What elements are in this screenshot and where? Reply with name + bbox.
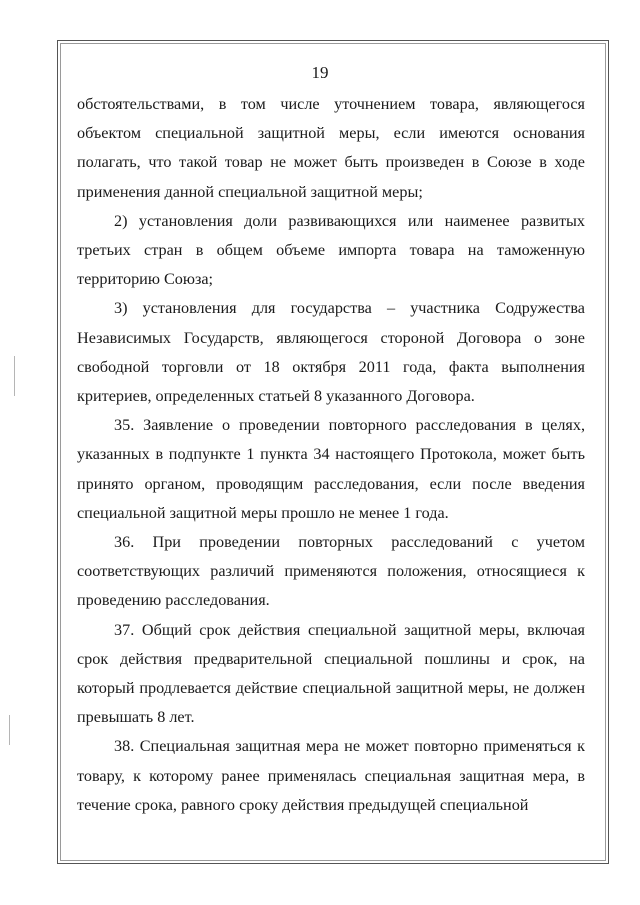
page-number: 19 [311, 63, 329, 82]
paragraph-item-37: 37. Общий срок действия специальной защитной меры, включая срок действия предварительной специальной пошлины и срок, на который продлевается действие специальной защитной меры, не должен превышать 8 лет. [77, 620, 585, 727]
paragraph-item-36: 36. При проведении повторных расследований с учетом соответствующих различий применяются положения, относящиеся к проведению расследования. [77, 533, 585, 610]
paragraph-subitem-2: 2) установления доли развивающихся или наименее развитых третьих стран в общем объеме импорта товара на таможенную территорию Союза; [77, 211, 585, 289]
scan-artifact-mark [9, 715, 10, 745]
paragraph-subitem-3: 3) установления для государства – участника Содружества Независимых Государств, являющегося стороной Договора о зоне свободной торговли от 18 октября 2011 года, факта выполнения критериев, определенных статьей 8 указанного Договора. [77, 299, 585, 406]
document-body [77, 90, 585, 820]
paragraph-continuation: обстоятельствами, в том числе уточнением товара, являющегося объектом специальной защитной меры, если имеются основания полагать, что такой товар не может быть произведен в Союзе в ходе применения данной специальной защитной меры; [77, 95, 585, 201]
paragraph-item-35: 35. Заявление о проведении повторного расследования в целях, указанных в подпункте 1 пункта 34 настоящего Протокола, может быть принято органом, проводящим расследования, если после введения специальной защитной меры прошло не менее 1 года. [77, 416, 585, 522]
paragraph-item-38: 38. Специальная защитная мера не может повторно применяться к товару, к которому ранее применялась специальная защитная мера, в течение срока, равного сроку действия предыдущей специальной [77, 737, 585, 814]
scan-artifact-mark [14, 356, 15, 396]
